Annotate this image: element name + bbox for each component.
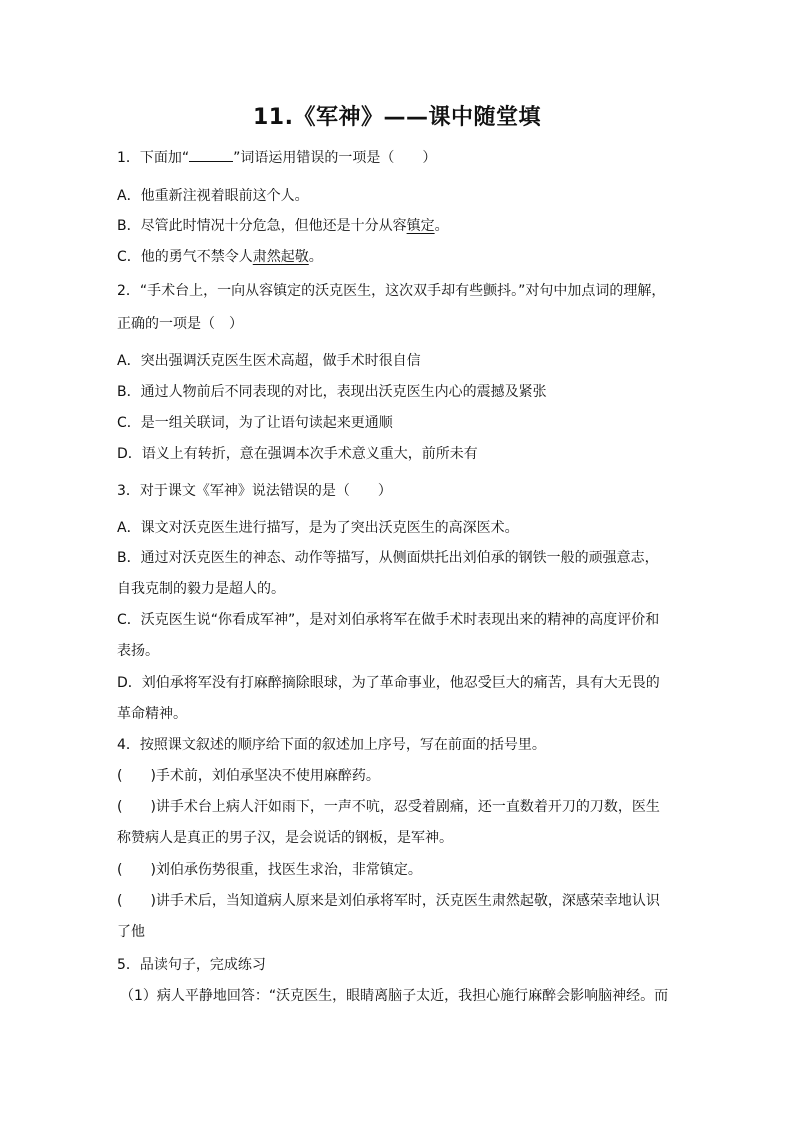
question-4-stem: 4．按照课文叙述的顺序给下面的叙述加上序号，写在前面的括号里。 bbox=[117, 737, 546, 753]
question-4-item-4-line-2: 了他 bbox=[117, 924, 145, 940]
question-4-item-2-line-2: 称赞病人是真正的男子汉，是会说话的钢板，是军神。 bbox=[117, 830, 453, 846]
question-1-option-c bbox=[117, 247, 677, 267]
question-3-option-b-line-2: 自我克制的毅力是超人的。 bbox=[117, 581, 285, 597]
question-3-option-d-line-2: 革命精神。 bbox=[117, 706, 187, 722]
question-1-stem bbox=[117, 148, 677, 168]
question-2-stem-line-2: 正确的一项是（ ） bbox=[117, 316, 243, 332]
question-3-option-d-line-1: D．刘伯承将军没有打麻醉摘除眼球，为了革命事业，他忍受巨大的痛苦，具有大无畏的 bbox=[117, 675, 660, 691]
question-2-stem-line-1: 2．“手术台上，一向从容镇定的沃克医生，这次双手却有些颤抖。”对句中加点词的理解， bbox=[117, 283, 666, 299]
page-title: 11.《军神》——课中随堂填 bbox=[253, 105, 541, 130]
question-1-option-c-post: 。 bbox=[308, 249, 323, 265]
question-3-option-c-line-2: 表扬。 bbox=[117, 643, 159, 659]
question-1-option-b-post: 。 bbox=[434, 218, 449, 234]
blank-underline bbox=[189, 149, 233, 162]
question-3-option-c-line-1: C．沃克医生说“你看成军神”，是对刘伯承将军在做手术时表现出来的精神的高度评价和 bbox=[117, 612, 660, 628]
question-1-option-a: A．他重新注视着眼前这个人。 bbox=[117, 188, 309, 204]
question-1-option-c-pre: C．他的勇气不禁令人 bbox=[117, 249, 253, 265]
question-4-item-2-line-1: ( )讲手术台上病人汗如雨下，一声不吭，忍受着剧痛，还一直数着开刀的刀数，医生 bbox=[117, 799, 660, 815]
question-3-stem: 3．对于课文《军神》说法错误的是（ ） bbox=[117, 483, 392, 499]
question-2-option-a: A．突出强调沃克医生医术高超，做手术时很自信 bbox=[117, 353, 421, 369]
question-1-option-b bbox=[117, 216, 677, 236]
question-5-stem: 5．品读句子，完成练习 bbox=[117, 957, 266, 973]
question-1-stem-post: ”词语运用错误的一项是（ ） bbox=[233, 150, 437, 166]
question-4-item-4-line-1: ( )讲手术后，当知道病人原来是刘伯承将军时，沃克医生肃然起敬，深感荣幸地认识 bbox=[117, 893, 660, 909]
question-4-item-3: ( )刘伯承伤势很重，找医生求治，非常镇定。 bbox=[117, 862, 422, 878]
question-4-item-1: ( )手术前，刘伯承坚决不使用麻醉药。 bbox=[117, 768, 380, 784]
question-2-option-d: D．语义上有转折，意在强调本次手术意义重大，前所未有 bbox=[117, 446, 478, 462]
question-2-option-c: C．是一组关联词，为了让语句读起来更通顺 bbox=[117, 415, 393, 431]
question-5-sentence-1: （1）病人平静地回答：“沃克医生，眼睛离脑子太近，我担心施行麻醉会影响脑神经。而 bbox=[120, 988, 669, 1004]
question-3-option-b-line-1: B．通过对沃克医生的神态、动作等描写，从侧面烘托出刘伯承的钢铁一般的顽强意志， bbox=[117, 550, 659, 566]
question-1-stem-pre: 1．下面加“ bbox=[117, 150, 190, 166]
question-3-option-a: A．课文对沃克医生进行描写，是为了突出沃克医生的高深医术。 bbox=[117, 520, 519, 536]
question-1-option-c-underlined: 肃然起敬 bbox=[252, 249, 309, 265]
question-2-option-b: B．通过人物前后不同表现的对比，表现出沃克医生内心的震撼及紧张 bbox=[117, 384, 547, 400]
question-1-option-b-underlined: 镇定 bbox=[406, 218, 435, 234]
question-1-option-b-pre: B．尽管此时情况十分危急，但他还是十分从容 bbox=[117, 218, 407, 234]
